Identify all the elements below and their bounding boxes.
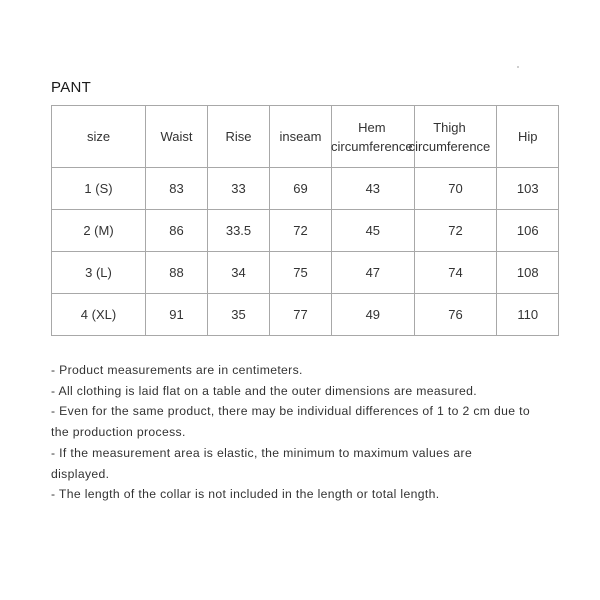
cell-thigh: 72 [414,210,497,252]
note-item: - If the measurement area is elastic, the minimum to maximum values are displayed. [51,445,473,481]
cell-size: 4 (XL) [52,294,146,336]
cell-rise: 33 [208,168,270,210]
cell-hem: 45 [332,210,415,252]
header-hip: Hip [497,106,559,168]
cell-inseam: 72 [270,210,332,252]
cell-hip: 108 [497,252,559,294]
cell-rise: 35 [208,294,270,336]
page-title: PANT [51,79,92,96]
table-row [52,210,559,252]
cell-rise: 33.5 [208,210,270,252]
header-hem-line2: circumference [331,138,413,154]
header-thigh-circumference [408,106,497,168]
cell-hip: 110 [497,294,559,336]
header-rise: Rise [208,106,270,168]
table-row [52,252,559,294]
header-size: size [52,106,146,168]
cell-inseam: 69 [270,168,332,210]
cell-waist: 88 [146,252,208,294]
cell-inseam: 75 [270,252,332,294]
cell-thigh: 70 [414,168,497,210]
cell-thigh: 76 [414,294,497,336]
cell-size: 3 (L) [52,252,146,294]
cell-hem: 47 [332,252,415,294]
header-thigh-line2: circumference [408,138,491,154]
table-header-row [52,106,559,168]
size-chart-table [51,105,559,336]
header-hem-circumference [332,106,415,168]
cell-thigh: 74 [414,252,497,294]
table-row [52,168,559,210]
note-item: - Product measurements are in centimeters. [51,363,303,377]
cell-waist: 91 [146,294,208,336]
cell-inseam: 77 [270,294,332,336]
cell-waist: 86 [146,210,208,252]
header-inseam: inseam [270,106,332,168]
note-item: - Even for the same product, there may be individual differences of 1 to 2 cm due to the production process. [51,404,531,440]
table-row [52,294,559,336]
cell-hip: 106 [497,210,559,252]
cell-hip: 103 [497,168,559,210]
cell-waist: 83 [146,168,208,210]
decorative-dot [517,66,519,68]
cell-size: 2 (M) [52,210,146,252]
measurement-notes [51,360,531,505]
header-waist: Waist [146,106,208,168]
cell-hem: 49 [332,294,415,336]
header-hem-line1: Hem [358,119,386,135]
cell-hem: 43 [332,168,415,210]
header-thigh-line1: Thigh [433,119,466,135]
cell-size: 1 (S) [52,168,146,210]
note-item: - The length of the collar is not included in the length or total length. [51,487,440,502]
cell-rise: 34 [208,252,270,294]
note-item: - All clothing is laid flat on a table and the outer dimensions are measured. [51,383,477,398]
